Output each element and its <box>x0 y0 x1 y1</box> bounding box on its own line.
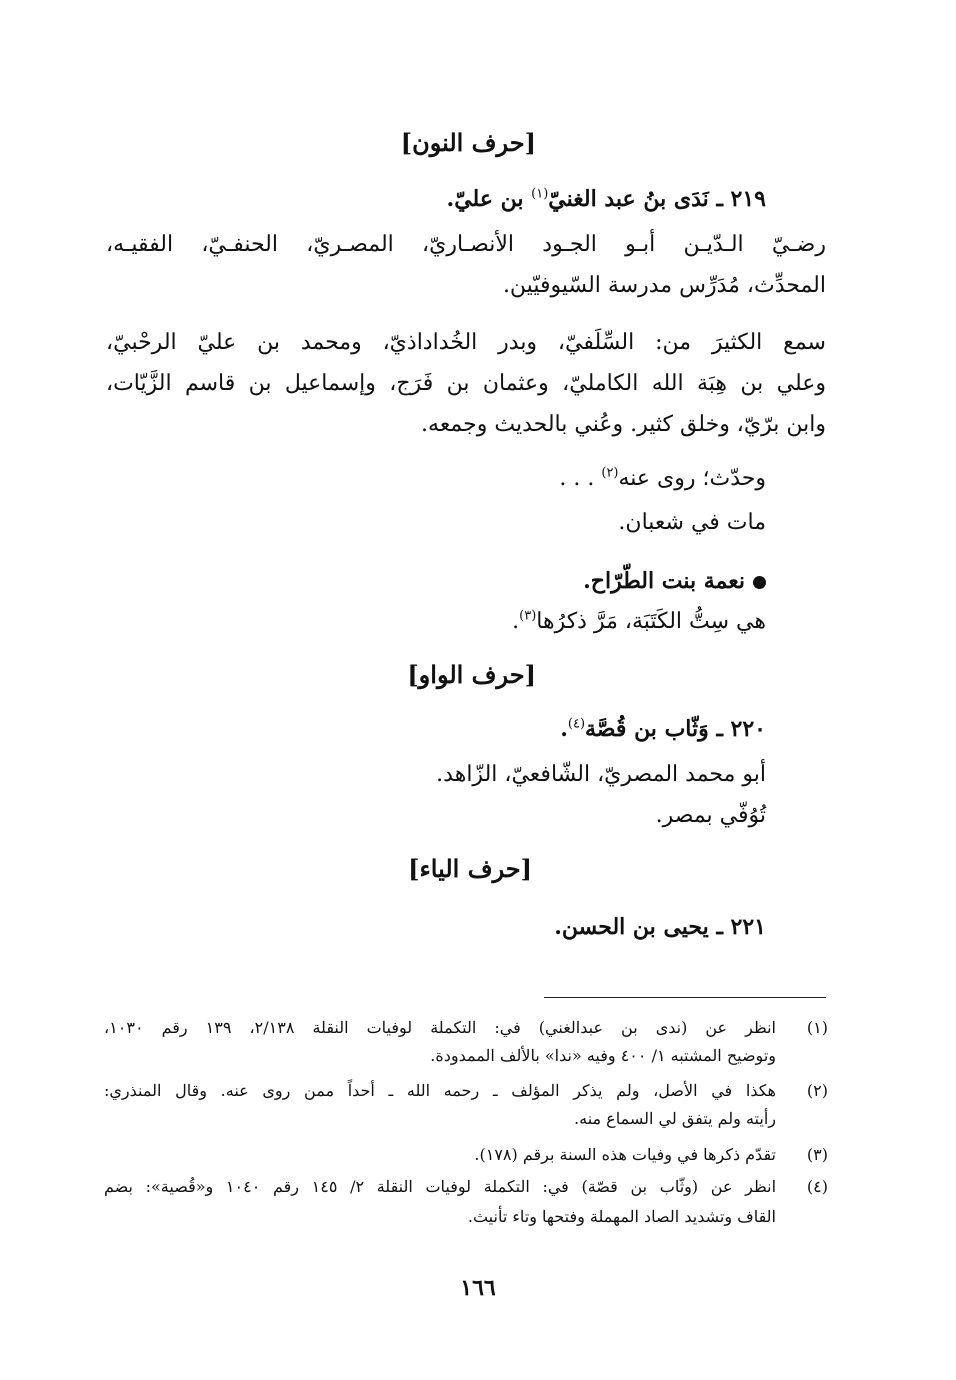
entry-219-line-5: وابن برّيّ، وخلق كثير. وعُني بالحديث وجمعه. <box>421 412 826 437</box>
entry-title: يحيى بن الحسن. <box>554 914 709 940</box>
entry-219-heading <box>447 184 766 214</box>
narration-tail: . . . <box>559 466 602 491</box>
entry-title-suffix: . <box>560 716 568 742</box>
footnote-1-line-2: وتوضيح المشتبه ١/ ٤٠٠ وفيه «ندا» بالألف الممدودة. <box>430 1046 776 1065</box>
narration-text: وحدّث؛ روى عنه <box>618 466 766 491</box>
footnote-4-number: (٤) <box>806 1177 828 1196</box>
entry-221-heading <box>554 912 766 942</box>
footnote-separator <box>544 997 826 998</box>
footnote-ref-2[interactable]: (٢) <box>601 465 619 481</box>
entry-219-line-3: سمع الكثيرَ من: السِّلَفيّ، وبدر الخُداداذيّ، ومحمد بن عليّ الرحْبيّ، <box>106 330 826 355</box>
entry-220-heading <box>560 714 766 744</box>
bullet-dot-icon <box>753 576 766 589</box>
footnote-3-number: (٣) <box>806 1145 828 1164</box>
footnote-2-line-2: رأيته ولم يتفق لي السماع منه. <box>574 1109 776 1128</box>
entry-number: ٢١٩ ـ <box>716 186 766 212</box>
footnote-1-number: (١) <box>806 1018 828 1037</box>
entry-219-death: مات في شعبان. <box>618 510 766 535</box>
footnote-4-line-2: القاف وتشديد الصاد المهملة وفتحها وتاء تأنيث. <box>467 1207 776 1226</box>
entry-220-line-1: أبو محمد المصريّ، الشّافعيّ، الزّاهد. <box>436 762 766 787</box>
footnote-2-number: (٢) <box>806 1081 828 1100</box>
entry-number: ٢٢٠ ـ <box>716 716 766 742</box>
entry-220-line-2: تُوُفّي بمصر. <box>655 803 766 828</box>
footnote-1-line-1: انظر عن (ندى بن عبدالغني) في: التكملة لوفيات النقلة ٢/١٣٨، ١٣٩ رقم ١٠٣٠، <box>104 1018 776 1037</box>
entry-219-line-2: المحدِّث، مُدَرِّس مدرسة السّيوفيّين. <box>502 273 826 298</box>
entry-219-line-4: وعلي بن هِبَة الله الكامليّ، وعثمان بن فَرَج، وإسماعيل بن قاسم الزَّيّات، <box>106 371 826 396</box>
footnote-3-line-1: تقدّم ذكرها في وفيات هذه السنة برقم (١٧٨). <box>474 1145 776 1164</box>
bullet-text <box>512 607 766 637</box>
section-heading-waw: [حرف الواو] <box>407 660 536 689</box>
bullet-tail: . <box>512 609 520 634</box>
entry-219-narration <box>559 464 766 494</box>
entry-title: نَدَى بنُ عبد الغنيّ <box>548 186 709 212</box>
page-number: ١٦٦ <box>460 1275 496 1301</box>
section-heading-ya: [حرف الياء] <box>408 854 532 883</box>
footnote-4-line-1: انظر عن (وثّاب بن قصّة) في: التكملة لوفيات النقلة ٢/ ١٤٥ رقم ١٠٤٠ و«قُصية»: بضم <box>104 1177 777 1196</box>
entry-number: ٢٢١ ـ <box>716 914 766 940</box>
footnote-ref-4[interactable]: (٤) <box>567 716 586 732</box>
entry-219-line-1: رضـيّ الـدّيـن أبـو الجـود الأنصـاريّ، المصـريّ، الحنفـيّ، الفقيـه، <box>106 232 826 257</box>
bullet-title: نعمة بنت الطّرّاح. <box>583 568 745 594</box>
entry-title: وَثّاب بن قُصَّة <box>585 716 709 742</box>
bullet-entry <box>583 566 766 596</box>
bullet-body: هي سِتُّ الكَتَبَة، مَرَّ ذكرُها <box>536 609 766 634</box>
footnote-ref-3[interactable]: (٣) <box>519 608 537 624</box>
footnote-ref-1[interactable]: (١) <box>531 186 549 202</box>
footnote-2-line-1: هكذا في الأصل، ولم يذكر المؤلف ـ رحمه الله ـ أحداً ممن روى عنه. وقال المنذري: <box>104 1081 776 1100</box>
section-heading-nun: [حرف النون] <box>400 128 536 157</box>
entry-title-suffix: بن عليّ. <box>446 186 532 212</box>
